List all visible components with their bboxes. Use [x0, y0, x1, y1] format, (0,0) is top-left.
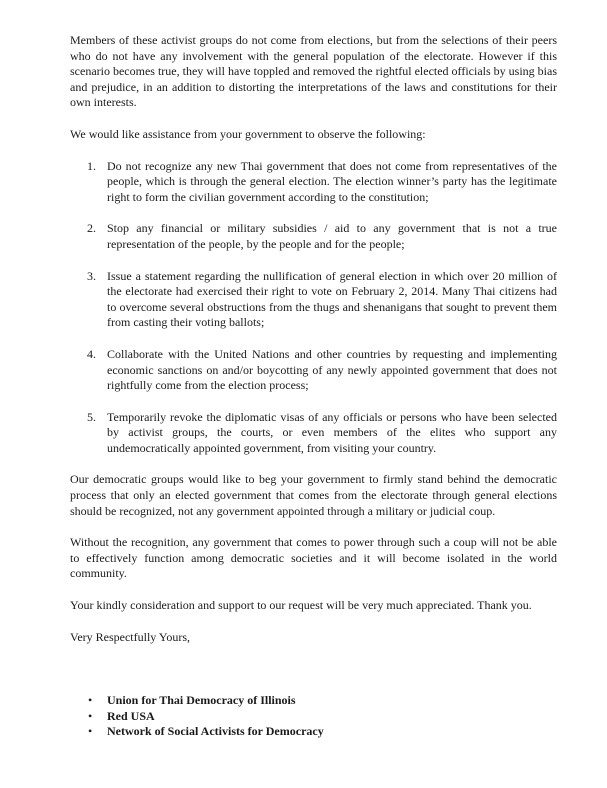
bullet-icon: • [88, 724, 93, 739]
organization-name: Network of Social Activists for Democracy [107, 724, 324, 739]
paragraph-activists: Members of these activist groups do not come from elections, but from the selections of their peers who do not have any involvement with the general population of the electorate. However if this scenario becomes true, they will have toppled and removed the rightful elected officials by using bias and prejudice, in an addition to distorting the interpretations of the laws and constitutions for their own interests. [70, 33, 557, 110]
bullet-icon: • [88, 708, 93, 723]
closing-salutation: Very Respectfully Yours, [70, 629, 190, 644]
request-item [70, 410, 557, 457]
request-number: 1. [87, 158, 96, 173]
paragraph-recognition: Without the recognition, any government that comes to power through such a coup will not be able to effectively function among democratic societies and it will become isolated in the world community. [70, 535, 557, 581]
organization-name: Red USA [107, 708, 155, 723]
request-item [70, 269, 557, 331]
request-item [70, 347, 557, 394]
request-list [70, 159, 557, 457]
paragraph-thanks: Your kindly consideration and support to our request will be very much appreciated. Thank you. [70, 598, 532, 613]
request-text: Stop any financial or military subsidies / aid to any government that is not a true representation of the people, by the people and for the people; [107, 221, 557, 251]
organization-item [70, 693, 557, 709]
request-number: 5. [87, 409, 96, 424]
organization-item [70, 709, 557, 725]
request-text: Temporarily revoke the diplomatic visas of any officials or persons who have been selected by activist groups, the courts, or even members of the elites who support any undemocratically appointed government, from visiting your country. [107, 409, 557, 455]
organization-item [70, 724, 557, 740]
paragraph-support: Our democratic groups would like to beg your government to firmly stand behind the democratic process that only an elected government that comes from the electorate through general elections should be recognized, not any government appointed through a military or judicial coup. [70, 472, 557, 518]
request-intro: We would like assistance from your government to observe the following: [70, 126, 426, 141]
request-number: 4. [87, 346, 96, 361]
request-number: 2. [87, 221, 96, 236]
request-text: Issue a statement regarding the nullification of general election in which over 20 million of the electorate had exercised their right to vote on February 2, 2014. Many Thai citizens had to overcome several obstructions from the thugs and shenanigans that sought to prevent them from casting their voting ballots; [107, 268, 557, 330]
bullet-icon: • [88, 693, 93, 708]
request-number: 3. [87, 268, 96, 283]
organization-list [70, 693, 557, 740]
request-item [70, 221, 557, 252]
request-item [70, 159, 557, 206]
organization-name: Union for Thai Democracy of Illinois [107, 693, 296, 708]
request-text: Collaborate with the United Nations and other countries by requesting and implementing economic sanctions on and/or boycotting of any newly appointed government that does not rightfully come from the election process; [107, 346, 557, 393]
request-text: Do not recognize any new Thai government that does not come from representatives of the people, which is through the general election. The election winner’s party has the legitimate right to form the civilian government according to the constitution; [107, 158, 557, 204]
